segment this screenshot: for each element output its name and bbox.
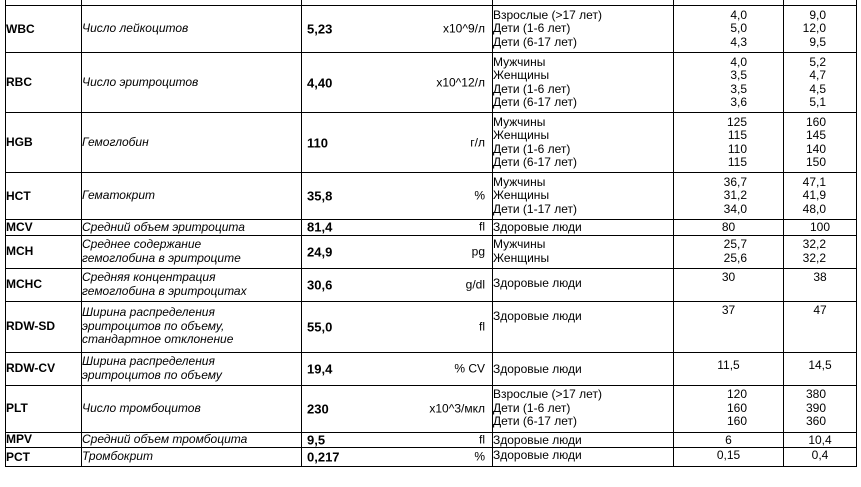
reference-group-label: Дети (6-17 лет)	[493, 95, 578, 109]
reference-high-value: 100	[809, 220, 831, 234]
test-name-line: стандартное отклонение	[82, 332, 234, 347]
test-name-line: Число лейкоцитов	[82, 21, 189, 36]
test-name	[82, 220, 302, 236]
reference-group	[493, 220, 674, 236]
test-name-line: Число эритроцитов	[82, 74, 199, 89]
test-name	[82, 235, 302, 268]
reference-group	[493, 268, 674, 301]
reference-high-value: 14,5	[808, 357, 832, 372]
reference-group-label: Дети (6-17 лет)	[493, 34, 578, 49]
test-result	[302, 53, 493, 113]
reference-high	[784, 385, 857, 432]
reference-group-label: Дети (6-17 лет)	[493, 155, 578, 169]
test-name	[82, 448, 302, 467]
reference-group-label: Дети (1-6 лет)	[493, 21, 571, 36]
test-result	[302, 173, 493, 220]
test-name	[82, 268, 302, 301]
reference-low-value: 30	[721, 269, 736, 284]
test-code: RBC	[6, 53, 82, 113]
test-name-line: Средняя концентрация	[82, 270, 216, 284]
test-name-line: Средний объем эритроцита	[82, 219, 245, 234]
reference-low	[674, 220, 784, 236]
table-row	[6, 173, 857, 220]
result-value: 30,6	[307, 277, 333, 292]
reference-group	[493, 113, 674, 173]
result-value: 81,4	[307, 219, 333, 235]
result-value: 9,5	[307, 432, 326, 448]
test-name-line: Гемоглобин	[82, 134, 149, 149]
reference-high-value: 48,0	[802, 201, 826, 216]
reference-group-label: Мужчины	[493, 114, 546, 129]
test-result	[302, 448, 493, 467]
test-code: HGB	[6, 113, 82, 173]
reference-low-value: 37	[721, 302, 736, 317]
reference-group-label: Дети (1-6 лет)	[493, 141, 571, 156]
reference-group	[493, 235, 674, 268]
test-result	[302, 113, 493, 173]
reference-high-value: 12,0	[802, 21, 826, 36]
table-row	[6, 53, 857, 113]
reference-high-value: 38	[813, 269, 827, 284]
test-result	[302, 220, 493, 236]
reference-low	[674, 268, 784, 301]
result-unit: pg	[471, 244, 485, 258]
reference-low	[674, 6, 784, 53]
test-code: PLT	[6, 385, 82, 432]
test-name-line: гемоглобина в эритроците	[82, 250, 241, 265]
test-code: HCT	[6, 173, 82, 220]
table-row	[6, 301, 857, 352]
reference-low-value: 4,3	[730, 34, 747, 49]
reference-high	[784, 301, 857, 352]
reference-group-label: Здоровые люди	[493, 448, 582, 462]
reference-high-value: 10,4	[808, 432, 832, 447]
reference-group-label: Женщины	[493, 128, 550, 142]
reference-high	[784, 113, 857, 173]
result-unit: %	[474, 188, 485, 203]
reference-group	[493, 352, 674, 385]
reference-high	[784, 6, 857, 53]
result-unit: x10^3/мкл	[429, 401, 485, 415]
reference-high-value: 32,2	[802, 237, 826, 251]
reference-group-label: Дети (1-6 лет)	[493, 400, 571, 415]
result-value: 110	[307, 135, 328, 150]
blood-test-table	[5, 0, 857, 467]
reference-group	[493, 53, 674, 113]
reference-high	[784, 268, 857, 301]
reference-group-label: Мужчины	[493, 54, 546, 69]
reference-low	[674, 385, 784, 432]
reference-low-value: 3,5	[730, 81, 747, 96]
reference-group	[493, 432, 674, 448]
reference-high-value: 47,1	[802, 174, 826, 189]
table-row	[6, 220, 857, 236]
reference-high-value: 5,2	[809, 54, 826, 69]
reference-high-value: 390	[805, 400, 826, 415]
result-value: 35,8	[307, 188, 333, 204]
test-name-line: Ширина распределения	[82, 354, 215, 368]
table-body	[6, 0, 857, 467]
result-unit: г/л	[470, 135, 485, 149]
test-name-line: Гематокрит	[82, 188, 155, 203]
result-unit: x10^9/л	[443, 21, 485, 36]
reference-low-value: 160	[726, 414, 747, 429]
reference-low-value: 11,5	[717, 357, 740, 372]
reference-high-value: 150	[805, 155, 826, 169]
result-value: 4,40	[307, 75, 333, 90]
reference-low-value: 0,15	[716, 448, 741, 462]
reference-high-value: 9,0	[809, 7, 826, 22]
reference-low-value: 3,6	[730, 95, 747, 109]
test-name	[82, 53, 302, 113]
test-result	[302, 385, 493, 432]
reference-low	[674, 352, 784, 385]
reference-low-value: 36,7	[723, 174, 747, 189]
result-unit: % CV	[454, 361, 485, 375]
test-name-line: эритроцитов по объему	[82, 367, 222, 382]
test-code: MPV	[6, 432, 82, 448]
test-name-line: Ширина распределения	[82, 305, 215, 320]
reference-low	[674, 173, 784, 220]
reference-low-value: 31,2	[723, 188, 747, 203]
reference-high-value: 4,5	[809, 81, 826, 96]
test-name-line: Тромбокрит	[82, 449, 153, 464]
reference-low-value: 5,0	[730, 21, 747, 36]
test-code: MCHC	[6, 268, 82, 301]
test-name	[82, 113, 302, 173]
result-value: 5,23	[307, 21, 333, 37]
result-unit: fl	[479, 319, 485, 333]
reference-group-label: Здоровые люди	[493, 308, 582, 323]
table-row	[6, 432, 857, 448]
reference-low	[674, 53, 784, 113]
reference-high-value: 360	[805, 414, 826, 429]
reference-group	[493, 448, 674, 467]
test-code: RDW-SD	[6, 301, 82, 352]
reference-group-label: Женщины	[493, 188, 550, 203]
reference-low-value: 115	[727, 128, 747, 142]
reference-low-value: 110	[727, 141, 747, 156]
reference-group-label: Взрослые (>17 лет)	[493, 7, 602, 22]
reference-high-value: 145	[805, 128, 826, 142]
test-code: MCH	[6, 235, 82, 268]
result-unit: fl	[479, 219, 485, 234]
reference-high	[784, 432, 857, 448]
reference-high-value: 380	[805, 387, 826, 402]
result-unit: g/dl	[465, 277, 485, 291]
test-name-line: эритроцитов по объему,	[82, 318, 225, 333]
result-value: 230	[307, 401, 329, 416]
reference-high-value: 9,5	[809, 34, 826, 49]
table-row	[6, 385, 857, 432]
reference-group	[493, 173, 674, 220]
test-name-line: Средний объем тромбоцита	[82, 432, 248, 446]
reference-group-label: Мужчины	[493, 174, 546, 189]
test-result	[302, 301, 493, 352]
table-row	[6, 235, 857, 268]
result-unit: %	[474, 449, 485, 464]
table-row	[6, 113, 857, 173]
reference-group	[493, 6, 674, 53]
reference-high	[784, 352, 857, 385]
reference-low	[674, 235, 784, 268]
reference-low-value: 115	[727, 155, 747, 169]
reference-group-label: Здоровые люди	[493, 275, 582, 290]
reference-low	[674, 301, 784, 352]
reference-high-value: 5,1	[809, 95, 826, 109]
reference-high	[784, 53, 857, 113]
test-code: PCT	[6, 448, 82, 467]
reference-high	[784, 235, 857, 268]
test-result	[302, 352, 493, 385]
reference-group-label: Здоровые люди	[493, 361, 582, 376]
test-name	[82, 352, 302, 385]
reference-high	[784, 173, 857, 220]
test-name	[82, 301, 302, 352]
test-name	[82, 432, 302, 448]
reference-group-label: Взрослые (>17 лет)	[493, 387, 602, 402]
test-name-line: Число тромбоцитов	[82, 400, 201, 415]
reference-low	[674, 448, 784, 467]
test-name-line: гемоглобина в эритроцитах	[82, 283, 247, 298]
reference-low-value: 3,5	[730, 68, 747, 82]
reference-high	[784, 448, 857, 467]
reference-group-label: Дети (6-17 лет)	[493, 414, 578, 429]
result-unit: fl	[479, 432, 485, 447]
reference-low-value: 25,7	[723, 237, 747, 251]
reference-high-value: 47	[813, 302, 827, 317]
reference-low-value: 80	[721, 220, 736, 234]
reference-low-value: 120	[726, 387, 747, 402]
test-code: MCV	[6, 220, 82, 236]
reference-group-label: Мужчины	[493, 237, 546, 251]
reference-group	[493, 301, 674, 352]
result-value: 55,0	[307, 319, 333, 334]
reference-group-label: Женщины	[493, 250, 550, 265]
result-value: 24,9	[307, 244, 333, 259]
reference-group-label: Дети (1-6 лет)	[493, 81, 571, 96]
reference-high-value: 0,4	[811, 448, 829, 462]
reference-group-label: Здоровые люди	[493, 220, 582, 234]
test-result	[302, 6, 493, 53]
reference-low-value: 34,0	[723, 201, 747, 216]
reference-low-value: 4,0	[730, 54, 747, 69]
result-value: 0,217	[307, 449, 340, 465]
reference-low-value: 4,0	[730, 7, 747, 22]
reference-group-label: Женщины	[493, 68, 550, 82]
table-row	[6, 448, 857, 467]
reference-group-label: Здоровые люди	[493, 432, 582, 447]
result-unit: x10^12/л	[436, 75, 485, 89]
test-result	[302, 432, 493, 448]
reference-high	[784, 220, 857, 236]
test-code: RDW-CV	[6, 352, 82, 385]
test-code: WBC	[6, 6, 82, 53]
table-row	[6, 268, 857, 301]
test-name	[82, 6, 302, 53]
test-name	[82, 173, 302, 220]
reference-high-value: 140	[805, 141, 826, 156]
reference-low-value: 125	[726, 114, 747, 129]
test-name	[82, 385, 302, 432]
reference-high-value: 32,2	[802, 250, 826, 265]
reference-high-value: 160	[805, 114, 826, 129]
reference-low	[674, 432, 784, 448]
reference-group-label: Дети (1-17 лет)	[493, 201, 578, 216]
result-value: 19,4	[307, 361, 333, 376]
reference-low-value: 6	[725, 432, 732, 447]
reference-high-value: 4,7	[809, 68, 826, 82]
reference-high-value: 41,9	[802, 188, 826, 203]
reference-low	[674, 113, 784, 173]
reference-group	[493, 385, 674, 432]
test-result	[302, 235, 493, 268]
reference-low-value: 25,6	[723, 250, 747, 265]
reference-low-value: 160	[726, 400, 747, 415]
table-row	[6, 352, 857, 385]
table-row	[6, 6, 857, 53]
test-name-line: Среднее содержание	[82, 237, 202, 251]
test-result	[302, 268, 493, 301]
